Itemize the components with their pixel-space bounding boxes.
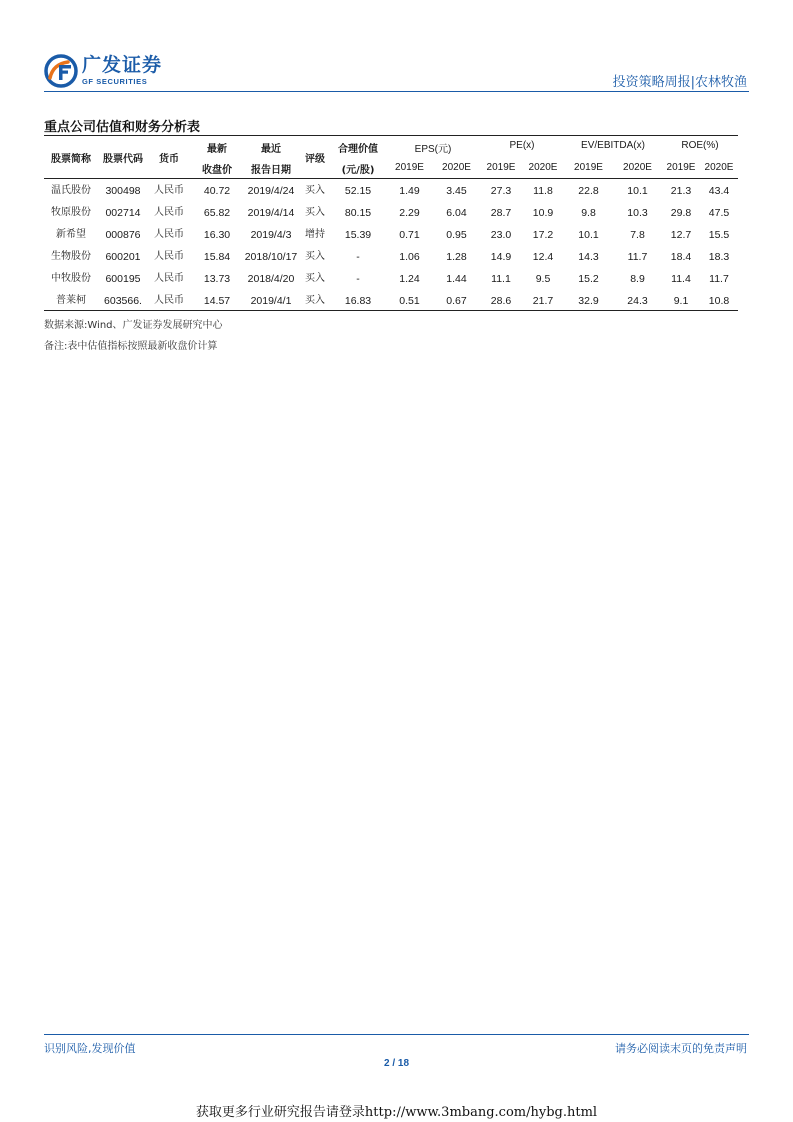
cell-eps-2020: 0.95 — [446, 229, 467, 241]
header-roe-2019: 2019E — [666, 162, 696, 173]
cell-fair-value: - — [356, 273, 360, 285]
cell-eps-2020: 1.44 — [446, 273, 467, 285]
cell-eps-2019: 1.06 — [399, 251, 420, 263]
cell-report-date: 2019/4/1 — [250, 295, 292, 307]
cell-rating: 买入 — [305, 251, 325, 262]
header-currency: 货币 — [159, 154, 179, 165]
cell-eps-2019: 0.51 — [399, 295, 420, 307]
cell-ev-ebitda-2020: 10.3 — [627, 207, 648, 219]
header-fair-value-line2: (元/股) — [341, 165, 375, 176]
cell-currency: 人民币 — [154, 251, 184, 262]
cell-pe-2020: 12.4 — [532, 251, 554, 263]
cell-ev-ebitda-2019: 14.3 — [578, 251, 599, 263]
header-stock-code: 股票代码 — [103, 154, 143, 165]
cell-roe-2019: 12.7 — [670, 229, 692, 241]
header-date-line2: 报告日期 — [251, 165, 291, 176]
cell-roe-2019: 29.8 — [670, 207, 692, 219]
cell-close-price: 65.82 — [203, 207, 231, 219]
cell-pe-2020: 17.2 — [532, 229, 554, 241]
cell-pe-2019: 28.6 — [490, 295, 512, 307]
table-row — [44, 224, 738, 246]
table-row — [44, 290, 738, 312]
cell-stock-code: 002714 — [105, 207, 141, 219]
header-pe-2019: 2019E — [486, 162, 516, 173]
cell-ev-ebitda-2019: 22.8 — [578, 185, 599, 197]
cell-currency: 人民币 — [154, 207, 184, 218]
cell-stock-code: 300498 — [105, 185, 141, 197]
cell-ev-ebitda-2019: 15.2 — [578, 273, 599, 285]
cell-pe-2019: 28.7 — [490, 207, 512, 219]
footer-disclaimer-link[interactable]: 请务必阅读末页的免责声明 — [615, 1042, 747, 1055]
header-divider — [44, 91, 749, 92]
cell-ev-ebitda-2020: 7.8 — [630, 229, 645, 241]
header-roe: ROE(%) — [681, 140, 719, 151]
cell-ev-ebitda-2020: 11.7 — [627, 251, 648, 263]
cell-rating: 买入 — [305, 273, 325, 284]
report-category: 投资策略周报|农林牧渔 — [612, 75, 747, 90]
cell-stock-code: 000876 — [105, 229, 141, 241]
cell-report-date: 2018/4/20 — [247, 273, 295, 285]
header-date-line1: 最近 — [261, 144, 281, 155]
cell-stock-code: 600201 — [105, 251, 141, 263]
cell-ev-ebitda-2019: 10.1 — [578, 229, 599, 241]
header-stock-name: 股票简称 — [51, 154, 91, 165]
header-fair-value-line1: 合理价值 — [338, 144, 378, 155]
footer-slogan: 识别风险,发现价值 — [44, 1042, 136, 1055]
cell-roe-2020: 43.4 — [708, 185, 730, 197]
cell-rating: 买入 — [305, 295, 325, 306]
cell-ev-ebitda-2019: 9.8 — [581, 207, 596, 219]
cell-ev-ebitda-2020: 8.9 — [630, 273, 645, 285]
table-row — [44, 202, 738, 224]
cell-stock-name: 牧原股份 — [51, 207, 91, 218]
cell-roe-2019: 9.1 — [673, 295, 689, 307]
cell-roe-2020: 15.5 — [708, 229, 730, 241]
gf-logo-icon — [44, 54, 78, 88]
cell-roe-2020: 47.5 — [708, 207, 730, 219]
cell-pe-2020: 9.5 — [535, 273, 551, 285]
table-source-note: 数据来源:Wind、广发证券发展研究中心 — [44, 320, 223, 331]
cell-pe-2019: 14.9 — [490, 251, 512, 263]
cell-roe-2020: 18.3 — [708, 251, 730, 263]
cell-report-date: 2019/4/3 — [250, 229, 292, 241]
header-price-line2: 收盘价 — [202, 165, 232, 176]
bottom-promo-link[interactable]: 获取更多行业研究报告请登录http://www.3mbang.com/hybg.html — [195, 1105, 598, 1120]
cell-currency: 人民币 — [154, 229, 184, 240]
header-rating: 评级 — [305, 154, 325, 165]
cell-close-price: 15.84 — [203, 251, 231, 263]
cell-close-price: 16.30 — [203, 229, 231, 241]
cell-ev-ebitda-2019: 32.9 — [578, 295, 599, 307]
cell-currency: 人民币 — [154, 295, 184, 306]
cell-rating: 买入 — [305, 185, 325, 196]
cell-roe-2019: 18.4 — [670, 251, 692, 263]
cell-pe-2020: 11.8 — [533, 185, 553, 197]
cell-stock-name: 普莱柯 — [56, 295, 86, 306]
cell-stock-code: 600195 — [105, 273, 141, 285]
cell-eps-2019: 2.29 — [399, 207, 420, 219]
cell-eps-2020: 1.28 — [446, 251, 467, 263]
cell-roe-2019: 21.3 — [670, 185, 692, 197]
cell-fair-value: 16.83 — [344, 295, 372, 307]
cell-pe-2019: 11.1 — [491, 273, 511, 285]
logo-english-name: GF SECURITIES — [82, 77, 148, 87]
cell-close-price: 13.73 — [203, 273, 231, 285]
cell-rating: 增持 — [305, 229, 325, 240]
cell-stock-name: 新希望 — [56, 229, 86, 240]
header-pe: PE(x) — [509, 140, 535, 151]
page-number: 2 / 18 — [383, 1058, 410, 1069]
cell-eps-2019: 0.71 — [399, 229, 420, 241]
cell-eps-2019: 1.24 — [399, 273, 420, 285]
table-bottom-rule — [44, 310, 738, 311]
cell-roe-2020: 10.8 — [708, 295, 730, 307]
cell-stock-code: 603566. — [104, 295, 142, 307]
cell-fair-value: 15.39 — [344, 229, 372, 241]
table-top-rule — [44, 135, 738, 136]
cell-pe-2019: 27.3 — [490, 185, 512, 197]
cell-pe-2020: 21.7 — [532, 295, 554, 307]
cell-close-price: 14.57 — [203, 295, 231, 307]
cell-close-price: 40.72 — [203, 185, 231, 197]
header-ev-2019: 2019E — [574, 162, 603, 173]
cell-stock-name: 中牧股份 — [51, 273, 91, 284]
table-title: 重点公司估值和财务分析表 — [44, 120, 201, 135]
header-eps: EPS(元) — [414, 144, 452, 155]
cell-roe-2019: 11.4 — [671, 273, 691, 285]
header-eps-2019: 2019E — [395, 162, 424, 173]
cell-ev-ebitda-2020: 10.1 — [627, 185, 648, 197]
footer-divider — [44, 1034, 749, 1035]
cell-stock-name: 温氏股份 — [51, 185, 91, 196]
cell-roe-2020: 11.7 — [709, 273, 729, 285]
header-ev-2020: 2020E — [623, 162, 652, 173]
cell-eps-2020: 0.67 — [446, 295, 467, 307]
logo-chinese-name: 广发证券 — [82, 54, 163, 77]
company-logo — [44, 54, 162, 88]
cell-pe-2020: 10.9 — [532, 207, 554, 219]
table-remark-note: 备注:表中估值指标按照最新收盘价计算 — [44, 341, 218, 352]
cell-currency: 人民币 — [154, 185, 184, 196]
cell-ev-ebitda-2020: 24.3 — [627, 295, 648, 307]
cell-report-date: 2019/4/24 — [247, 185, 295, 197]
cell-rating: 买入 — [305, 207, 325, 218]
cell-report-date: 2018/10/17 — [244, 251, 298, 263]
header-price-line1: 最新 — [207, 144, 227, 155]
table-row — [44, 268, 738, 290]
table-row — [44, 180, 738, 202]
table-row — [44, 246, 738, 268]
cell-eps-2020: 3.45 — [446, 185, 467, 197]
header-eps-2020: 2020E — [442, 162, 471, 173]
cell-fair-value: - — [356, 251, 360, 263]
cell-currency: 人民币 — [154, 273, 184, 284]
header-roe-2020: 2020E — [704, 162, 734, 173]
cell-pe-2019: 23.0 — [490, 229, 512, 241]
cell-stock-name: 生物股份 — [51, 251, 91, 262]
cell-eps-2019: 1.49 — [399, 185, 420, 197]
table-header-rule — [44, 178, 738, 179]
header-pe-2020: 2020E — [528, 162, 558, 173]
cell-fair-value: 52.15 — [344, 185, 372, 197]
cell-fair-value: 80.15 — [344, 207, 372, 219]
header-ev-ebitda: EV/EBITDA(x) — [581, 140, 645, 151]
cell-report-date: 2019/4/14 — [247, 207, 295, 219]
cell-eps-2020: 6.04 — [446, 207, 467, 219]
